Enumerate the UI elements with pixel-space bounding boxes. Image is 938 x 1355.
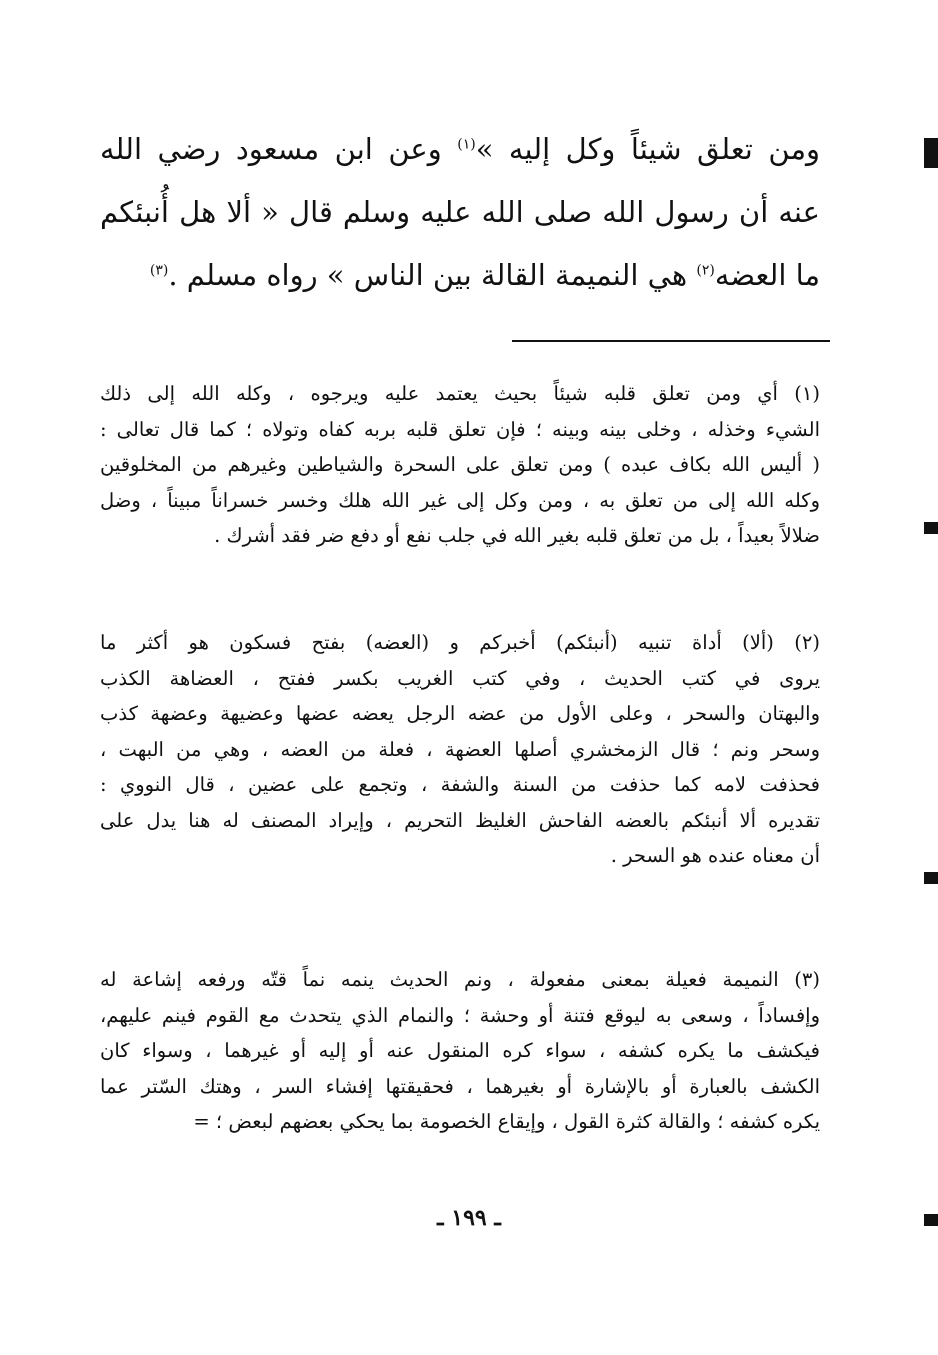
footnote-3-line: يكره كشفه ؛ والقالة كثرة القول ، وإيقاع الخصومة بما يحكي بعضهم لبعض ؛ =: [193, 1110, 820, 1133]
margin-tab-mark: [924, 522, 938, 534]
footnote-ref-2[interactable]: (٢): [696, 262, 715, 279]
footnote-3-line: الكشف بالعبارة أو بالإشارة أو بغيرهما ، فحقيقتها إفشاء السر ، وهتك السّتر عما: [100, 1074, 820, 1098]
footnote-1-line: (١) أي ومن تعلق قلبه شيئاً بحيث يعتمد عليه ويرجوه ، وكله الله إلى ذلك: [100, 382, 820, 405]
footnote-3-line: وإفساداً ، وسعى به ليوقع فتنة أو وحشة ؛ والنمام الذي يتحدث مع القوم فينم عليهم،: [100, 1003, 820, 1027]
footnote-2-line: تقديره ألا أنبئكم بالعضه الفاحش الغليظ التحريم ، وإيراد المصنف له هنا يدل على: [100, 808, 820, 832]
main-text: [100, 118, 820, 307]
main-line-1-text: ومن تعلق شيئاً وكل إليه »: [475, 132, 820, 166]
footnote-1-line: ( أليس الله بكاف عبده ) ومن تعلق على السحرة والشياطين وغيرهم من المخلوقين: [100, 453, 820, 476]
footnote-2-line: والبهتان والسحر ، وعلى الأول من عضه الرجل يعضه عضها وعضيهة وعضهة كذب: [100, 702, 820, 725]
footnote-1: [100, 376, 820, 554]
footnote-2-line: يروى في كتب الحديث ، وفي كتب الغريب بكسر ففتح ، العضاهة الكذب: [100, 666, 820, 690]
page-number: ـ ١٩٩ ـ: [437, 1205, 501, 1231]
footnote-3-line: (٣) النميمة فعيلة بمعنى مفعولة ، ونم الحديث ينمه نماً قتّه ورفعه إشاعة له: [100, 968, 820, 991]
margin-tab-mark: [924, 872, 938, 884]
footnote-2-line: أن معناه عنده هو السحر .: [610, 844, 820, 867]
footnote-3: [100, 962, 820, 1140]
footnote-1-line: وكله الله إلى من تعلق به ، ومن وكل إلى غير الله هلك وخسر خسراناً مبيناً ، وضل: [100, 488, 820, 512]
main-line-1-rest: وعن ابن مسعود رضي الله: [100, 132, 442, 166]
footnote-1-line: الشيء وخذله ، وخلى بينه وبينه ؛ فإن تعلق قلبه بربه كفاه وتولاه ؛ كما قال تعالى :: [100, 417, 820, 441]
main-line-3-rest: هي النميمة القالة بين الناس » رواه مسلم .: [168, 258, 688, 292]
footnote-2-line: فحذفت لامه كما حذفت من السنة والشفة ، وتجمع على عضين ، قال النووي :: [100, 773, 820, 796]
main-text-line-3: [100, 244, 820, 307]
main-text-line-1: [100, 118, 820, 181]
footnote-ref-1[interactable]: (١): [457, 136, 476, 153]
main-line-3-text: ما العضه: [714, 258, 820, 292]
footnote-2-line: (٢) (ألا) أداة تنبيه (أنبئكم) أخبركم و (العضه) بفتح فسكون هو أكثر ما: [100, 631, 820, 654]
main-text-line-2: عنه أن رسول الله صلى الله عليه وسلم قال « ألا هل أُنبئكم: [100, 195, 820, 229]
footnote-1-line: ضلالاً بعيداً ، بل من تعلق قلبه بغير الله في جلب نفع أو دفع ضر فقد أشرك .: [214, 524, 820, 547]
footnote-ref-3[interactable]: (٣): [149, 262, 169, 279]
footnote-3-line: فيكشف ما يكره كشفه ، سواء كره المنقول عنه أو إليه أو غيرهما ، وسواء كان: [100, 1039, 820, 1062]
footnote-separator: [512, 340, 830, 342]
margin-tab-mark: [924, 138, 938, 168]
footnote-2-line: وسحر ونم ؛ قال الزمخشري أصلها العضهة ، فعلة من العضه ، وهي من البهت ،: [100, 737, 820, 761]
footnote-2: [100, 625, 820, 874]
margin-tab-mark: [924, 1214, 938, 1226]
